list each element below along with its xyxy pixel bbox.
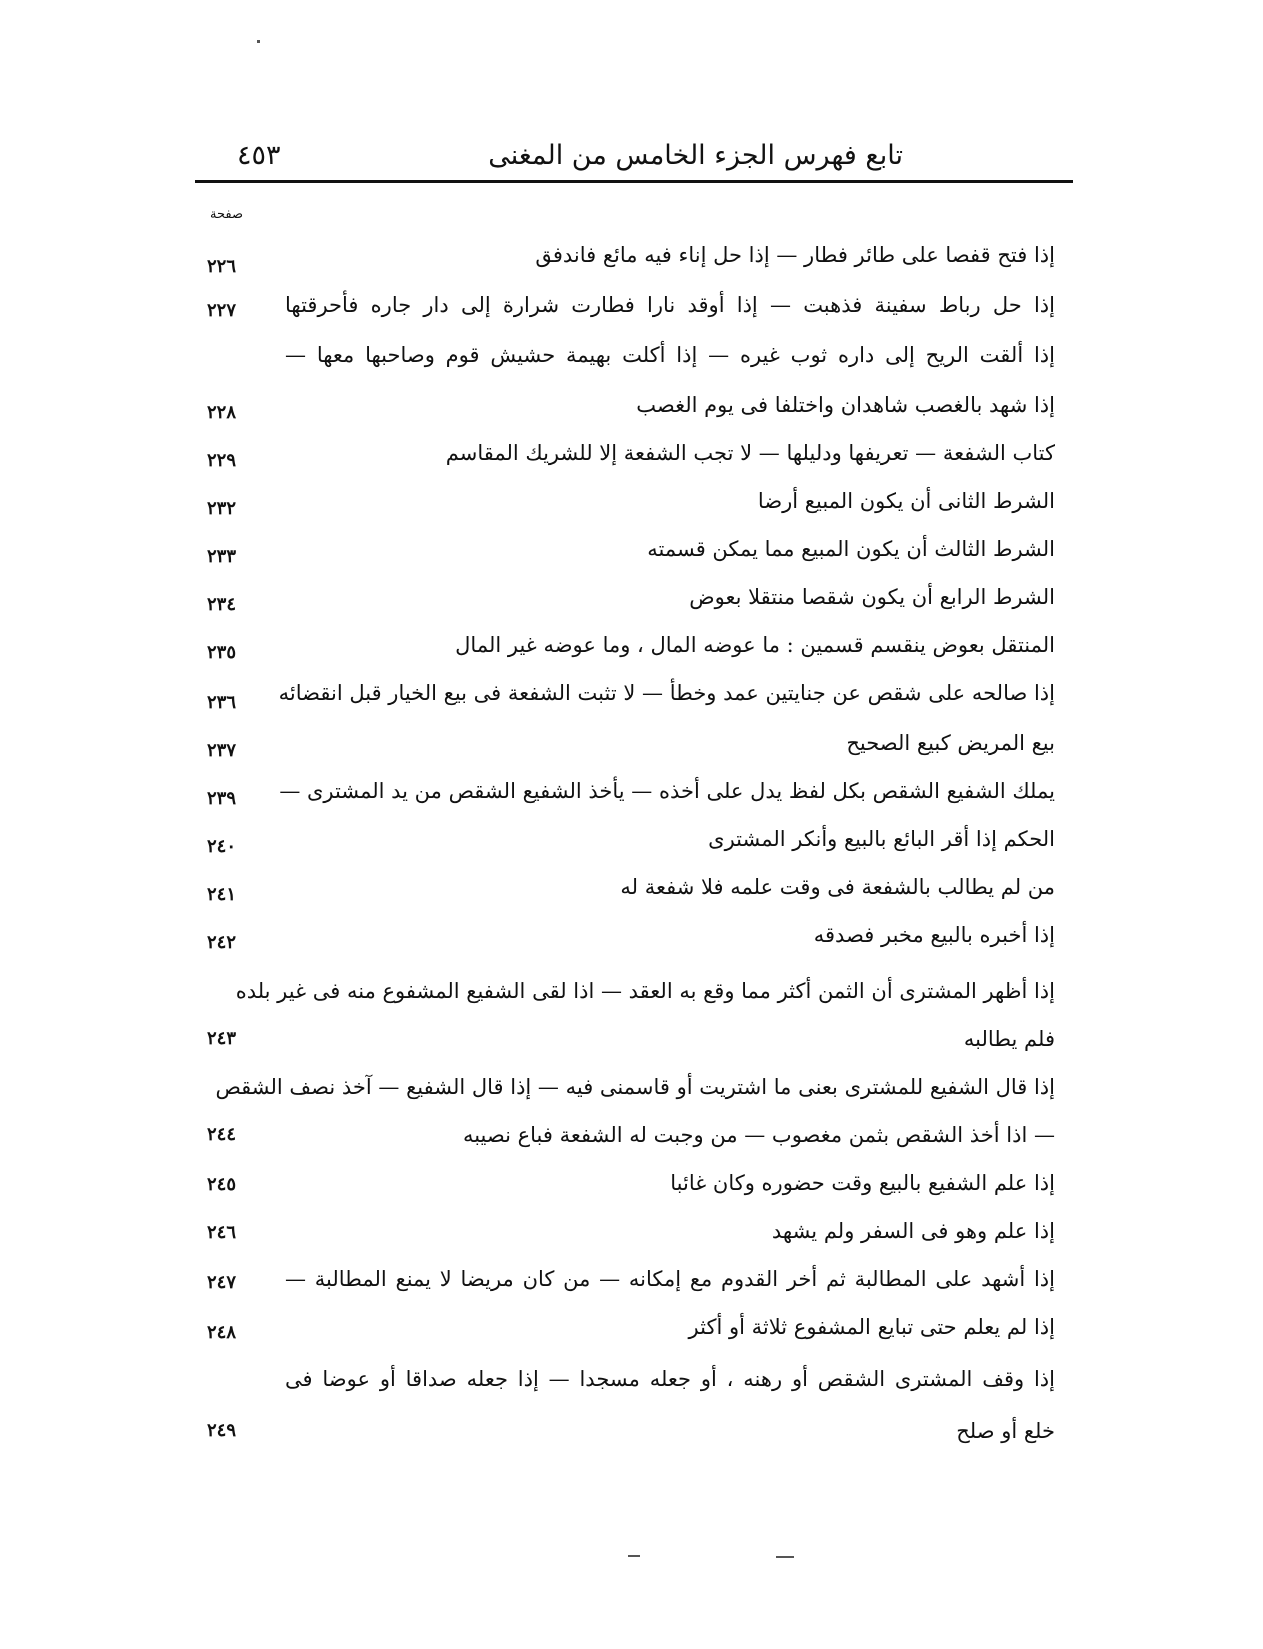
index-entry-text: الشرط الرابع أن يكون شقصا منتقلا بعوض: [689, 585, 1055, 609]
page-header: [195, 138, 1073, 174]
index-entry-page: ٢٤٧: [207, 1272, 237, 1293]
index-entry-text: إذا شهد بالغصب شاهدان واختلفا فى يوم الغصب: [636, 393, 1055, 417]
index-entry-page: ٢٤٥: [207, 1174, 237, 1195]
index-entry-text: إذا وقف المشترى الشقص أو رهنه ، أو جعله مسجدا — إذا جعله صداقا أو عوضا فى: [285, 1367, 1055, 1391]
index-entry-text: إذا ألقت الريح إلى داره ثوب غيره — إذا أكلت بهيمة حشيش قوم وصاحبها معها —: [285, 343, 1055, 367]
header-divider: [195, 180, 1073, 183]
index-entry-page: ٢٣٦: [207, 692, 237, 713]
index-entry-text: إذا أشهد على المطالبة ثم أخر القدوم مع إمكانه — من كان مريضا لا يمنع المطالبة —: [285, 1267, 1055, 1291]
index-entry-page: ٢٤٨: [207, 1322, 237, 1343]
index-entry-text: إذا قال الشفيع للمشترى بعنى ما اشتريت أو قاسمنى فيه — إذا قال الشفيع — آخذ نصف الشقص: [215, 1075, 1055, 1099]
index-entry-text: الحكم إذا أقر البائع بالبيع وأنكر المشترى: [708, 827, 1055, 851]
index-entry-text: فلم يطالبه: [963, 1027, 1055, 1051]
index-entry-text: إذا علم وهو فى السفر ولم يشهد: [771, 1219, 1055, 1243]
index-entry-page: ٢٣٢: [207, 498, 237, 519]
index-entry-page: ٢٢٧: [207, 300, 237, 321]
scan-speck: [257, 40, 260, 43]
index-entry-text: كتاب الشفعة — تعريفها ودليلها — لا تجب الشفعة إلا للشريك المقاسم: [445, 441, 1055, 465]
index-entry-text: إذا لم يعلم حتى تبايع المشفوع ثلاثة أو أكثر: [688, 1315, 1055, 1339]
index-entry-text: إذا فتح قفصا على طائر فطار — إذا حل إناء فيه مائع فاندفق: [535, 243, 1055, 267]
index-entry-page: ٢٤٦: [207, 1222, 237, 1243]
index-entry-text: إذا علم الشفيع بالبيع وقت حضوره وكان غائبا: [670, 1171, 1055, 1195]
index-entry-page: ٢٣٥: [207, 642, 237, 663]
index-entry-text: إذا أخبره بالبيع مخبر فصدقه: [813, 923, 1055, 947]
index-entry-page: ٢٤٢: [207, 932, 237, 953]
index-entry-page: ٢٢٨: [207, 402, 237, 423]
scan-speck: [628, 1555, 640, 1557]
index-entry-text: يملك الشفيع الشقص بكل لفظ يدل على أخذه — يأخذ الشفيع الشقص من يد المشترى —: [279, 779, 1055, 803]
index-entry-page: ٢٣٤: [207, 594, 237, 615]
index-entry-page: ٢٢٩: [207, 450, 237, 471]
index-entry-page: ٢٣٧: [207, 740, 237, 761]
index-entry-text: بيع المريض كبيع الصحيح: [846, 731, 1055, 755]
page-number: ٤٥٣: [237, 140, 281, 171]
index-entry-page: ٢٤٠: [207, 836, 237, 857]
index-entry-text: إذا صالحه على شقص عن جنايتين عمد وخطأ — لا تثبت الشفعة فى بيع الخيار قبل انقضائه: [278, 681, 1055, 705]
index-entry-page: ٢٤٤: [207, 1124, 237, 1145]
index-entry-text: — اذا أخذ الشقص بثمن مغصوب — من وجبت له الشفعة فباع نصيبه: [462, 1123, 1055, 1147]
scan-speck: [776, 1556, 794, 1558]
index-entry-text: خلع أو صلح: [956, 1419, 1055, 1443]
page-title: تابع فهرس الجزء الخامس من المغنى: [488, 140, 903, 171]
index-entry-page: ٢٤١: [207, 884, 237, 905]
index-entry-text: من لم يطالب بالشفعة فى وقت علمه فلا شفعة له: [620, 875, 1055, 899]
index-entry-text: الشرط الثالث أن يكون المبيع مما يمكن قسمته: [647, 537, 1055, 561]
index-entry-page: ٢٢٦: [207, 256, 237, 277]
index-entry-page: ٢٣٣: [207, 546, 237, 567]
index-entry-text: الشرط الثانى أن يكون المبيع أرضا: [757, 489, 1055, 513]
page-column-label: صفحة: [210, 207, 243, 222]
index-entry-page: ٢٤٩: [207, 1420, 237, 1441]
index-entry-text: المنتقل بعوض ينقسم قسمين : ما عوضه المال ، وما عوضه غير المال: [455, 633, 1055, 657]
index-entry-page: ٢٣٩: [207, 788, 237, 809]
index-entry-text: إذا أظهر المشترى أن الثمن أكثر مما وقع به العقد — اذا لقى الشفيع المشفوع منه فى غير بلده: [235, 979, 1055, 1003]
index-entry-text: إذا حل رباط سفينة فذهبت — إذا أوقد نارا فطارت شرارة إلى دار جاره فأحرقتها: [285, 293, 1055, 317]
index-entry-page: ٢٤٣: [207, 1028, 237, 1049]
